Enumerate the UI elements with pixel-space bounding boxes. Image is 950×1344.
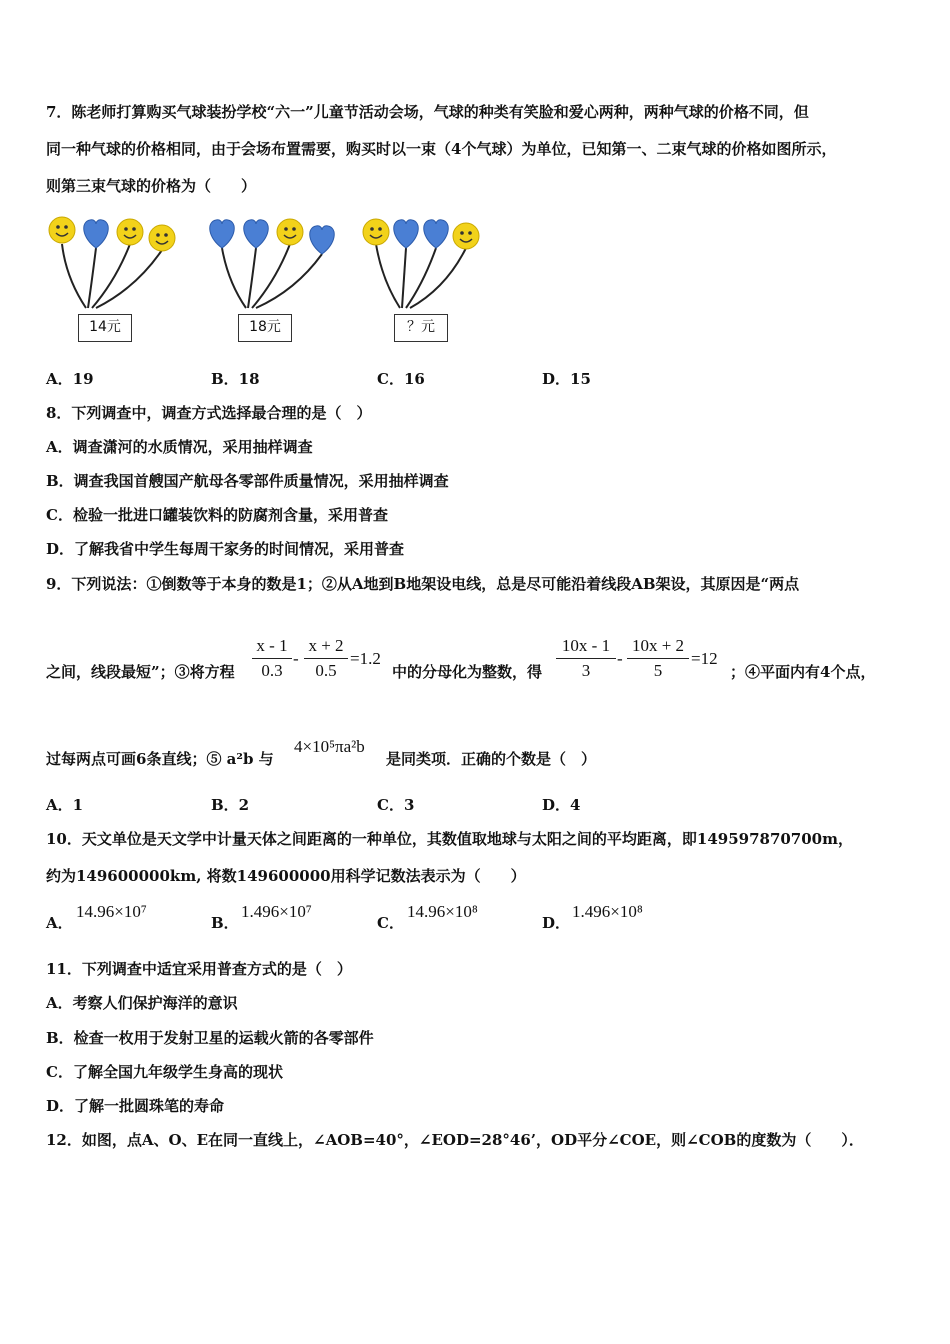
- q10-option-a-value: 14.96×10⁷: [76, 902, 147, 921]
- q8-option-c: C．检验一批进口罐装饮料的防腐剂含量，采用普查: [46, 506, 388, 524]
- q12-stem: 12．如图，点A、O、E在同一直线上，∠AOB=40°，∠EOD=28°46’，OD平分∠COE，则∠COB的度数为（ ）．: [46, 1131, 864, 1149]
- q7-line1: 7．陈老师打算购买气球装扮学校“六一”儿童节活动会场，气球的种类有笑脸和爱心两种，两种气球的价格不同，但: [46, 103, 809, 121]
- price-box-2: 18元: [238, 314, 292, 342]
- q11-option-c: C．了解全国九年级学生身高的现状: [46, 1063, 283, 1081]
- q9-eq1: =1.2: [350, 649, 381, 668]
- price-box-1: 14元: [78, 314, 132, 342]
- q11-option-b: B．检查一枚用于发射卫星的运载火箭的各零部件: [46, 1029, 374, 1047]
- q10-option-d-value: 1.496×10⁸: [572, 902, 643, 921]
- q9-frac1: [252, 636, 292, 681]
- q9-eq2: =12: [691, 649, 718, 668]
- q10-option-c-label: C．: [377, 914, 404, 932]
- q10-option-b-value: 1.496×10⁷: [241, 902, 312, 921]
- q11-option-a: A．考察人们保护海洋的意识: [46, 994, 238, 1012]
- q9-frac3: [556, 636, 616, 681]
- q9-minus1: -: [293, 649, 299, 668]
- q9-frac2-den: 0.5: [315, 661, 337, 680]
- q9-frac3-num: 10x - 1: [556, 636, 616, 659]
- q9-line3-b: 是同类项．正确的个数是（ ）: [386, 750, 597, 768]
- q8-option-a: A．调查潇河的水质情况，采用抽样调查: [46, 438, 313, 456]
- q9-line3-a: 过每两点可画6条直线；⑤ a²b 与: [46, 750, 274, 768]
- q9-frac1-num: x - 1: [252, 636, 292, 659]
- q9-frac3-den: 3: [581, 661, 591, 680]
- q9-option-d: D．4: [542, 796, 581, 814]
- q10-line1: 10．天文单位是天文学中计量天体之间距离的一种单位，其数值取地球与太阳之间的平均距离，即149597870700m，: [46, 830, 853, 848]
- balloon-bunch-2: [204, 208, 344, 352]
- q8-stem: 8．下列调查中，调查方式选择最合理的是（ ）: [46, 404, 372, 422]
- q9-line1: 9．下列说法：①倒数等于本身的数是1；②从A地到B地架设电线，总是尽可能沿着线段AB架设，其原因是“两点: [46, 575, 800, 593]
- q8-option-b: B．调查我国首艘国产航母各零部件质量情况，采用抽样调查: [46, 472, 449, 490]
- q9-frac4-den: 5: [653, 661, 663, 680]
- q9-minus2: -: [617, 649, 623, 668]
- q9-frac2: [304, 636, 348, 681]
- q7-option-a: A．19: [46, 370, 94, 388]
- q7-line2: 同一种气球的价格相同，由于会场布置需要，购买时以一束（4个气球）为单位，已知第一、二束气球的价格如图所示，: [46, 140, 837, 158]
- q10-option-c-value: 14.96×10⁸: [407, 902, 478, 921]
- q8-option-d: D．了解我省中学生每周干家务的时间情况，采用普查: [46, 540, 405, 558]
- q9-option-b: B．2: [211, 796, 250, 814]
- q10-option-d-label: D．: [542, 914, 571, 932]
- q9-option-a: A．1: [46, 796, 84, 814]
- q7-option-b: B．18: [211, 370, 260, 388]
- balloon-bunch-3: [358, 208, 498, 352]
- q11-stem: 11．下列调查中适宜采用普查方式的是（ ）: [46, 960, 352, 978]
- q10-line2: 约为149600000km, 将数149600000用科学记数法表示为（ ）: [46, 867, 526, 885]
- q9-line2-b: 中的分母化为整数，得: [392, 663, 543, 681]
- q9-line2-a: 之间，线段最短”；③将方程: [46, 663, 235, 681]
- q10-option-b-label: B．: [211, 914, 239, 932]
- q9-line2-c: ；④平面内有4个点，: [730, 663, 876, 681]
- q9-option-c: C．3: [377, 796, 415, 814]
- q9-frac2-num: x + 2: [304, 636, 348, 659]
- q7-option-d: D．15: [542, 370, 591, 388]
- q11-option-d: D．了解一批圆珠笔的寿命: [46, 1097, 225, 1115]
- q10-option-a-label: A．: [46, 914, 73, 932]
- q9-frac1-den: 0.3: [261, 661, 283, 680]
- q9-frac4-num: 10x + 2: [627, 636, 689, 659]
- q7-line3: 则第三束气球的价格为（ ）: [46, 177, 257, 195]
- balloon-bunch-1: [46, 208, 186, 352]
- q9-frac4: [627, 636, 689, 681]
- q7-option-c: C．16: [377, 370, 425, 388]
- price-box-3: ？元: [394, 314, 448, 342]
- q9-expr: 4×10⁵πa²b: [294, 737, 365, 756]
